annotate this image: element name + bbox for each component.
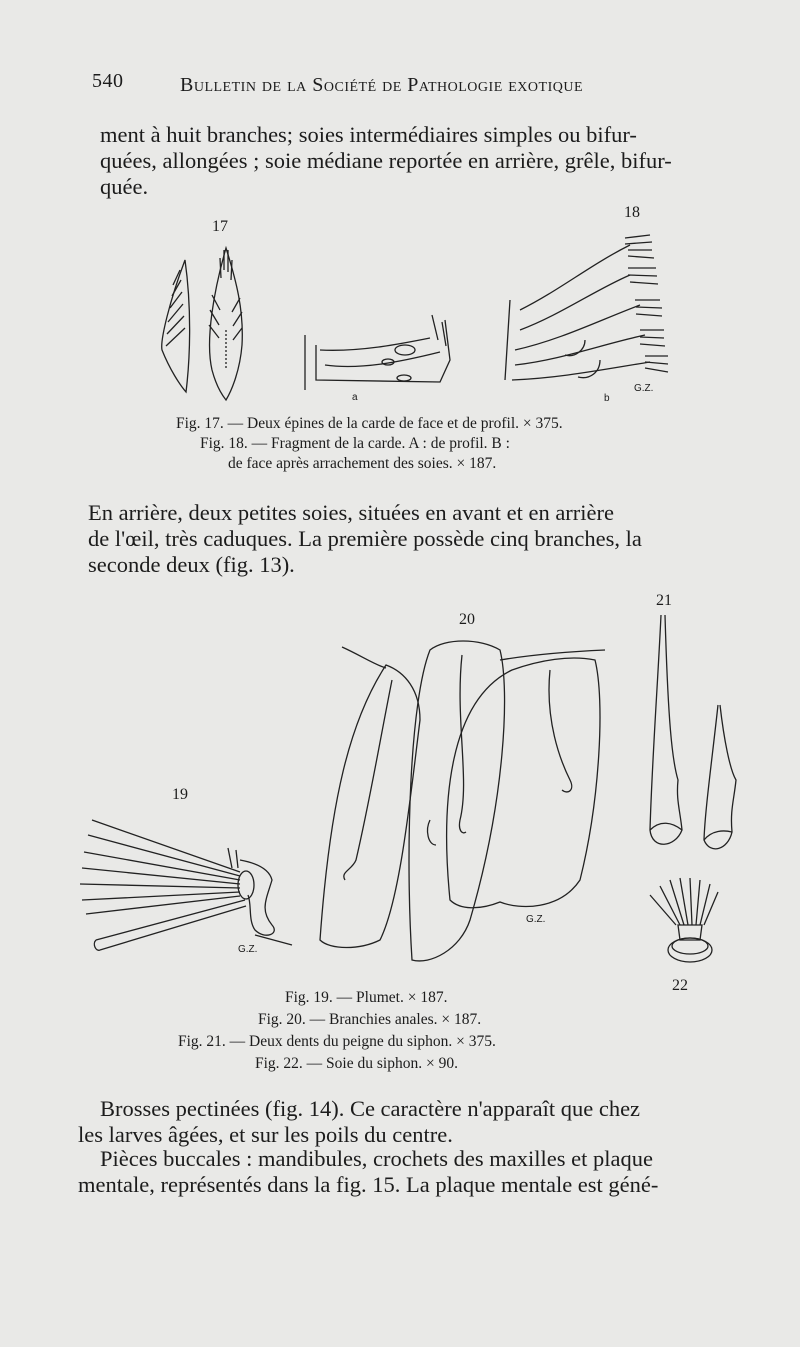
fig19-plumet xyxy=(80,820,292,950)
fig19-signature: G.Z. xyxy=(238,944,258,955)
fig20-branchies xyxy=(320,641,605,961)
paragraph-3 xyxy=(78,1096,740,1148)
fig18-caption-line2: de face après arrachement des soies. × 187. xyxy=(228,455,497,472)
fig18-a-label: a xyxy=(352,392,358,403)
fig20-label: 20 xyxy=(459,611,475,628)
fig22-siphon-seta xyxy=(650,878,718,962)
fig21-caption: Fig. 21. — Deux dents du peigne du siphon. × 375. xyxy=(178,1033,496,1050)
fig22-caption: Fig. 22. — Soie du siphon. × 90. xyxy=(255,1055,458,1072)
text-line: quée. xyxy=(100,174,149,199)
fig18-label: 18 xyxy=(624,204,640,221)
fig19-label: 19 xyxy=(172,786,188,803)
text-line: les larves âgées, et sur les poils du centre. xyxy=(78,1122,453,1147)
text-line: quées, allongées ; soie médiane reportée en arrière, grêle, bifur- xyxy=(100,148,672,173)
fig20-signature: G.Z. xyxy=(526,914,546,925)
fig22-label: 22 xyxy=(672,977,688,994)
paragraph-4 xyxy=(78,1146,740,1198)
text-line: mentale, représentés dans la fig. 15. La plaque mentale est géné- xyxy=(78,1172,659,1197)
text-line: Pièces buccales : mandibules, crochets des maxilles et plaque xyxy=(100,1146,653,1171)
fig21-teeth xyxy=(650,615,736,849)
page-number: 540 xyxy=(92,70,124,92)
text-line: Brosses pectinées (fig. 14). Ce caractère n'apparaît que chez xyxy=(100,1096,641,1121)
fig20-caption: Fig. 20. — Branchies anales. × 187. xyxy=(258,1011,482,1028)
text-line: de l'œil, très caduques. La première possède cinq branches, la xyxy=(88,526,642,551)
fig18-b-label: b xyxy=(604,393,610,404)
text-line: ment à huit branches; soies intermédiaires simples ou bifur- xyxy=(100,122,637,147)
fig19-caption: Fig. 19. — Plumet. × 187. xyxy=(285,989,448,1006)
fig17-label: 17 xyxy=(212,218,228,235)
fig21-label: 21 xyxy=(656,592,672,609)
journal-title: Bulletin de la Société de Pathologie exotique xyxy=(180,74,584,96)
fig17-caption: Fig. 17. — Deux épines de la carde de face et de profil. × 375. xyxy=(176,415,563,432)
fig18-signature: G.Z. xyxy=(634,383,654,394)
text-line: En arrière, deux petites soies, situées en avant et en arrière xyxy=(88,500,615,525)
text-line: seconde deux (fig. 13). xyxy=(88,552,295,577)
fig18-caption-line1: Fig. 18. — Fragment de la carde. A : de profil. B : xyxy=(200,435,510,452)
